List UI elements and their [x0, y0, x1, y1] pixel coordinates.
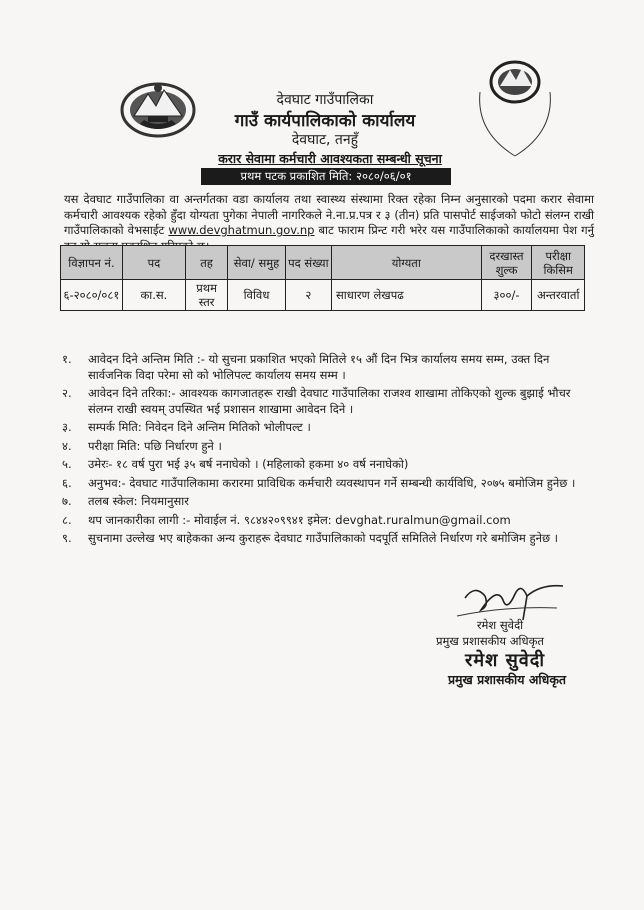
cell-post-count: २: [285, 280, 331, 311]
item-number: १.: [62, 352, 72, 366]
list-item: [62, 439, 582, 455]
col-qualification: योग्यता: [332, 246, 482, 280]
office-address: देवघाट, तनहुँ: [291, 132, 359, 148]
item-text: सम्पर्क मिति: निवेदन दिने अन्तिम मितिको भोलीपल्ट ।: [88, 420, 311, 434]
col-service-group: सेवा/ समुह: [228, 246, 285, 280]
office-name: गाउँ कार्यपालिकाको कार्यालय: [234, 111, 416, 131]
table-row: [61, 280, 585, 311]
vacancy-table: [60, 245, 585, 311]
cell-ad-number: ६-२०८०/०८१: [61, 280, 123, 311]
item-text: तलब स्केल: नियमानुसार: [88, 494, 189, 508]
conditions-list: [62, 352, 582, 550]
col-application-fee: दरखास्त शुल्क: [481, 246, 532, 280]
signatory-name: रमेश सुवेदी: [476, 618, 524, 632]
col-post: पद: [122, 246, 185, 280]
published-date-banner: प्रथम पटक प्रकाशित मिति: २०८०/०६/०१: [201, 168, 451, 185]
cell-service-group: विविध: [228, 280, 285, 311]
item-text: उमेरः- १८ वर्ष पुरा भई ३५ बर्ष ननाघेको । (महिलाको हकमा ४० वर्ष ननाघेको): [88, 457, 409, 471]
list-item: [62, 352, 582, 383]
item-number: २.: [62, 386, 72, 400]
municipality-name: देवघाट गाउँपालिका: [276, 92, 374, 108]
list-item: [62, 476, 582, 492]
table-header-row: [61, 246, 585, 280]
list-item: [62, 386, 582, 417]
cell-post: का.स.: [122, 280, 185, 311]
cell-level: प्रथम स्तर: [185, 280, 227, 311]
item-text: आवेदन दिने तरिका:- आवश्यक कागजातहरू राखी देवघाट गाउँपालिका राजश्व शाखामा तोकिएको शुल्क बुझाई भौचर संलग्न राखी स्वयम् उपस्थित भई प्रशासन शाखामा आवेदन दिने ।: [88, 386, 571, 416]
item-text: अनुभव:- देवघाट गाउँपालिकामा करारमा प्राविधिक कर्मचारी व्यवस्थापन गर्ने सम्बन्धी कार्यविधि, २०७५ बमोजिम हुनेछ ।: [88, 475, 576, 490]
signatory-title: प्रमुख प्रशासकीय अधिकृत: [436, 634, 544, 648]
website-link[interactable]: www.devghatmun.gov.np: [168, 223, 315, 237]
list-item: [62, 457, 582, 473]
col-post-count: पद संख्या: [285, 246, 331, 280]
col-ad-number: विज्ञापन नं.: [61, 246, 123, 280]
col-level: तह: [185, 246, 227, 280]
item-number: ४.: [62, 438, 72, 453]
item-number: ७.: [62, 494, 72, 508]
cell-qualification: साधारण लेखपढ: [332, 280, 482, 311]
list-item: [62, 513, 582, 529]
item-text: सुचनामा उल्लेख भए बाहेकका अन्य कुराहरू देवघाट गाउँपालिकाको पदपूर्ति समितिले निर्धारण गरे बमोजिम हुनेछ ।: [88, 531, 559, 545]
stamp-name: रमेश सुवेदी: [464, 650, 546, 671]
stamp-title: प्रमुख प्रशासकीय अधिकृत: [447, 672, 567, 687]
item-number: ५.: [62, 457, 72, 471]
item-number: ६.: [62, 475, 72, 490]
list-item: [62, 420, 582, 436]
item-number: ३.: [62, 420, 72, 434]
item-text: थप जानकारीका लागी :- मोवाईल नं. ९८४४२०९९४१ इमेल: devghat.ruralmun@gmail.com: [88, 512, 511, 527]
cell-application-fee: ३००/-: [481, 280, 532, 311]
notice-subject: करार सेवामा कर्मचारी आवश्यकता सम्बन्धी सूचना: [218, 151, 442, 166]
item-text: परीक्षा मिति: पछि निर्धारण हुने ।: [88, 438, 222, 453]
list-item: [62, 531, 582, 547]
list-item: [62, 494, 582, 510]
intro-text-end: बाट फाराम प्रिन्ट गरी भरेर यस गाउँपालिकाको कार्यालयमा पेश गर्नु: [318, 223, 594, 237]
cell-exam-type: अन्तरवार्ता: [532, 280, 585, 311]
col-exam-type: परीक्षा किसिम: [532, 246, 585, 280]
intro-text-start: यस देवघाट गाउँपालिका वा अन्तर्गतका वडा कार्यालय तथा स्वास्थ्य संस्थामा रिक्त रहेका निम्न अनुसारको पदमा करार सेवामा कर्मचारी आवश्यक रहेको हुँदा योग्यता पुगेका नेपाली नागरिकले ने.ना.प्र.पत्र र ३ (तीन) प्रति पासपोर्ट साईजको फोटो संलग्न राखी गाउँपालिकाको वेभसाईट: [64, 192, 594, 237]
item-text: आवेदन दिने अन्तिम मिति :- यो सुचना प्रकाशित भएको मितिले १५ औं दिन भित्र कार्यालय समय सम्म, उक्त दिन सार्वजनिक विदा परेमा सो को भोलिपल्ट कार्यालय समय सम्म ।: [88, 352, 550, 382]
item-number: ९.: [62, 531, 72, 545]
item-number: ८.: [62, 512, 72, 527]
